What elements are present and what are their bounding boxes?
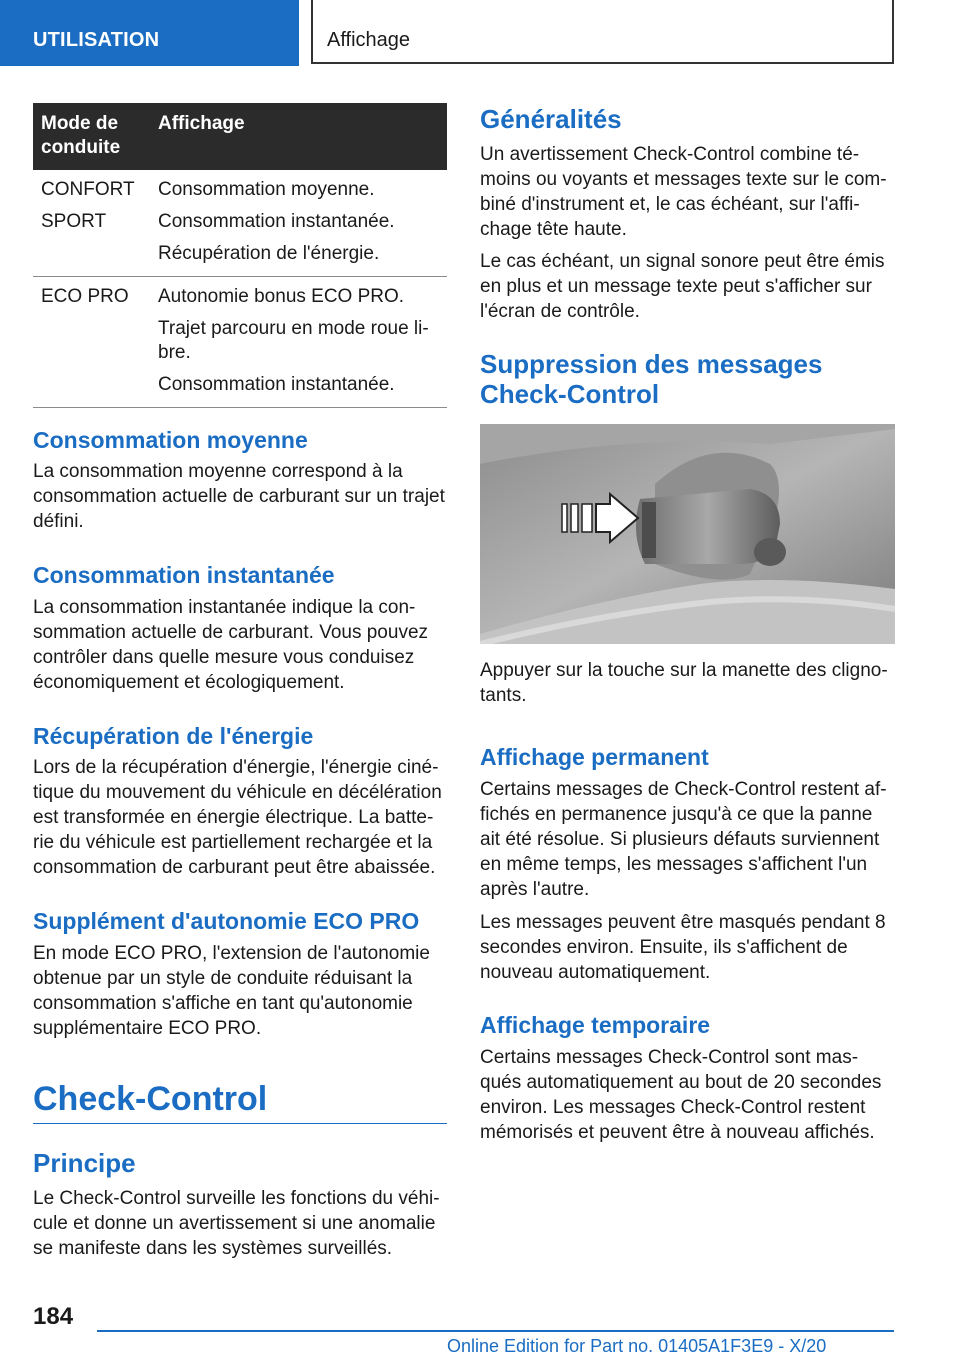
footer-rule (97, 1330, 894, 1332)
heading-generalites: Généralités (480, 104, 622, 134)
driving-mode-table (33, 103, 447, 408)
edition-note: Online Edition for Part no. 01405A1F3E9 - X/20 (447, 1336, 827, 1356)
display-item: Trajet parcouru en mode roue li-bre. (158, 318, 429, 363)
display-item: Consommation moyenne. (158, 179, 375, 200)
table-cell-mode (33, 277, 150, 408)
table-cell-display (150, 170, 447, 277)
illustration-caption: Appuyer sur la touche sur la manette des cligno-tants. (480, 660, 888, 706)
heading-consommation-moyenne: Consommation moyenne (33, 427, 308, 453)
table-header-mode: Mode de conduite (33, 103, 150, 170)
table-row (33, 170, 447, 277)
table-header-display: Affichage (150, 103, 447, 170)
display-item: Consommation instantanée. (158, 374, 395, 395)
chapter-header (311, 0, 894, 64)
turn-signal-stalk-illustration (480, 424, 895, 644)
heading-supplement-autonomie: Supplément d'autonomie ECO PRO (33, 908, 420, 934)
display-item: Autonomie bonus ECO PRO. (158, 286, 405, 307)
paragraph-consommation-moyenne: La consommation moyenne correspond à la consommation actuelle de carburant sur un trajet défini. (33, 461, 445, 532)
paragraph-affichage-temporaire: Certains messages Check-Control sont mas-qués automatiquement au bout de 20 secondes environ. Les messages Check-Control restent mémorisés et peuvent être à nouveau affichés. (480, 1047, 882, 1143)
heading-principe: Principe (33, 1148, 136, 1178)
section-tab (0, 0, 299, 66)
paragraph-affichage-permanent-1: Certains messages de Check-Control restent af-fichés en permanence jusqu'à ce que la panne ait été résolue. Si plusieurs défauts surviennent en même temps, les messages s'affichent l'un après l'autre. (480, 779, 887, 900)
heading-suppression-messages: Suppression des messages Check-Control (480, 349, 823, 409)
paragraph-recuperation-energie: Lors de la récupération d'énergie, l'énergie ciné-tique du mouvement du véhicule en décélération est transformée en énergie électrique. La batte-rie du véhicule est partiellement rechargée et la consommation de carburant peut être abaissée. (33, 757, 442, 878)
heading-consommation-instantanee: Consommation instantanée (33, 562, 335, 588)
stalk-drawing (480, 424, 895, 644)
display-item: Récupération de l'énergie. (158, 243, 380, 264)
mode-name: CONFORT (41, 179, 135, 200)
heading-affichage-temporaire: Affichage temporaire (480, 1012, 711, 1038)
chapter-rule (33, 1123, 447, 1124)
chapter-label: Affichage (327, 29, 411, 51)
paragraph-supplement-autonomie: En mode ECO PRO, l'extension de l'autonomie obtenue par un style de conduite réduisant la consommation s'affiche en tant qu'autonomie supplémentaire ECO PRO. (33, 943, 430, 1039)
mode-name: SPORT (41, 211, 107, 232)
mode-name: ECO PRO (41, 286, 129, 307)
paragraph-principe: Le Check-Control surveille les fonctions du véhi-cule et donne un avertissement si une anomalie se manifeste dans les systèmes surveillés. (33, 1188, 440, 1259)
heading-recuperation-energie: Récupération de l'énergie (33, 723, 314, 749)
table-cell-display (150, 277, 447, 408)
paragraph-generalites-1: Un avertissement Check-Control combine té-moins ou voyants et messages texte sur le com-biné d'instrument et, le cas échéant, sur l'affi-chage tête haute. (480, 144, 887, 240)
display-item: Consommation instantanée. (158, 211, 395, 232)
paragraph-affichage-permanent-2: Les messages peuvent être masqués pendant 8 secondes environ. Ensuite, ils s'affichent de nouveau automatiquement. (480, 912, 886, 983)
paragraph-consommation-instantanee: La consommation instantanée indique la con-sommation actuelle de carburant. Vous pouvez contrôler dans quelle mesure vous conduisez économiquement et écologiquement. (33, 597, 429, 693)
table-row (33, 277, 447, 408)
section-label: UTILISATION (33, 29, 160, 51)
page-number: 184 (33, 1303, 74, 1330)
table-cell-mode (33, 170, 150, 277)
paragraph-generalites-2: Le cas échéant, un signal sonore peut être émis en plus et un message texte peut s'afficher sur l'écran de contrôle. (480, 251, 885, 322)
heading-affichage-permanent: Affichage permanent (480, 744, 709, 770)
chapter-title: Check-Control (33, 1080, 268, 1118)
